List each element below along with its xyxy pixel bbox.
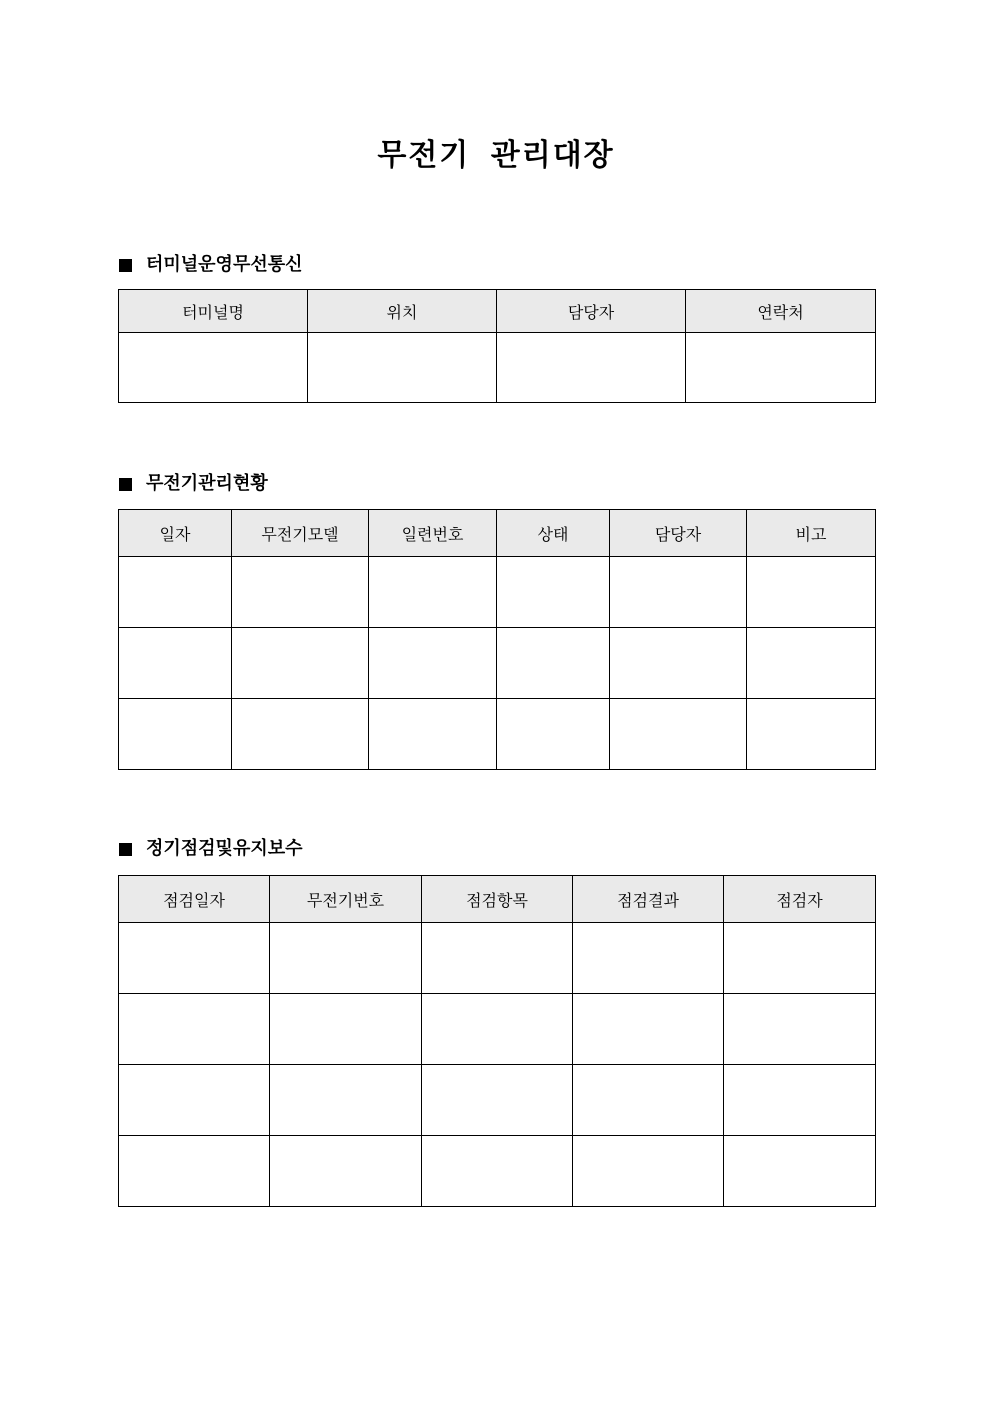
terminal-table — [118, 289, 876, 403]
radio-status-table — [118, 509, 876, 770]
column-header-manager: 담당자 — [610, 510, 747, 557]
table-header-row — [119, 510, 876, 557]
table-cell[interactable] — [270, 923, 422, 994]
table-row — [119, 333, 876, 403]
table-row — [119, 994, 876, 1065]
column-header-manager: 담당자 — [497, 290, 686, 333]
table-cell[interactable] — [610, 699, 747, 770]
table-cell[interactable] — [724, 1065, 876, 1136]
square-bullet-icon — [119, 259, 132, 272]
column-header-terminal-name: 터미널명 — [119, 290, 308, 333]
table-cell[interactable] — [119, 333, 308, 403]
column-header-inspection-result: 점검결과 — [573, 876, 724, 923]
table-cell[interactable] — [119, 923, 270, 994]
table-cell[interactable] — [610, 557, 747, 628]
column-header-remarks: 비고 — [747, 510, 876, 557]
table-cell[interactable] — [119, 628, 232, 699]
table-cell[interactable] — [119, 557, 232, 628]
table-cell[interactable] — [270, 994, 422, 1065]
table-cell[interactable] — [270, 1065, 422, 1136]
table-cell[interactable] — [422, 1065, 573, 1136]
table-cell[interactable] — [119, 994, 270, 1065]
table-cell[interactable] — [369, 699, 497, 770]
table-cell[interactable] — [119, 699, 232, 770]
table-cell[interactable] — [497, 699, 610, 770]
section-title: 정기점검및유지보수 — [146, 838, 303, 859]
table-cell[interactable] — [724, 1136, 876, 1207]
table-row — [119, 1136, 876, 1207]
column-header-serial-number: 일련번호 — [369, 510, 497, 557]
table-cell[interactable] — [573, 994, 724, 1065]
table-cell[interactable] — [119, 1065, 270, 1136]
table-row — [119, 923, 876, 994]
column-header-contact: 연락처 — [686, 290, 876, 333]
column-header-location: 위치 — [308, 290, 497, 333]
table-cell[interactable] — [422, 994, 573, 1065]
column-header-radio-number: 무전기번호 — [270, 876, 422, 923]
table-cell[interactable] — [724, 994, 876, 1065]
table-cell[interactable] — [119, 1136, 270, 1207]
table-cell[interactable] — [747, 699, 876, 770]
table-cell[interactable] — [232, 628, 369, 699]
table-cell[interactable] — [573, 1136, 724, 1207]
table-cell[interactable] — [610, 628, 747, 699]
column-header-inspector: 점검자 — [724, 876, 876, 923]
table-cell[interactable] — [686, 333, 876, 403]
table-row — [119, 628, 876, 699]
column-header-radio-model: 무전기모델 — [232, 510, 369, 557]
table-cell[interactable] — [724, 923, 876, 994]
table-header-row — [119, 876, 876, 923]
table-row — [119, 699, 876, 770]
table-cell[interactable] — [369, 557, 497, 628]
column-header-inspection-item: 점검항목 — [422, 876, 573, 923]
table-cell[interactable] — [573, 923, 724, 994]
square-bullet-icon — [119, 843, 132, 856]
section-title: 무전기관리현황 — [146, 473, 268, 494]
table-cell[interactable] — [747, 557, 876, 628]
table-cell[interactable] — [747, 628, 876, 699]
table-cell[interactable] — [369, 628, 497, 699]
column-header-condition: 상태 — [497, 510, 610, 557]
table-cell[interactable] — [573, 1065, 724, 1136]
table-cell[interactable] — [308, 333, 497, 403]
table-cell[interactable] — [497, 557, 610, 628]
section-heading-status — [119, 471, 268, 497]
inspection-table — [118, 875, 876, 1207]
section-heading-terminal — [119, 252, 303, 278]
table-header-row — [119, 290, 876, 333]
table-row — [119, 557, 876, 628]
section-title: 터미널운영무선통신 — [146, 254, 303, 275]
table-cell[interactable] — [232, 699, 369, 770]
table-row — [119, 1065, 876, 1136]
column-header-inspection-date: 점검일자 — [119, 876, 270, 923]
table-cell[interactable] — [422, 1136, 573, 1207]
table-cell[interactable] — [270, 1136, 422, 1207]
square-bullet-icon — [119, 478, 132, 491]
table-cell[interactable] — [232, 557, 369, 628]
column-header-date: 일자 — [119, 510, 232, 557]
table-cell[interactable] — [497, 628, 610, 699]
page-title: 무전기 관리대장 — [377, 138, 615, 173]
table-cell[interactable] — [422, 923, 573, 994]
table-cell[interactable] — [497, 333, 686, 403]
section-heading-inspection — [119, 836, 303, 862]
